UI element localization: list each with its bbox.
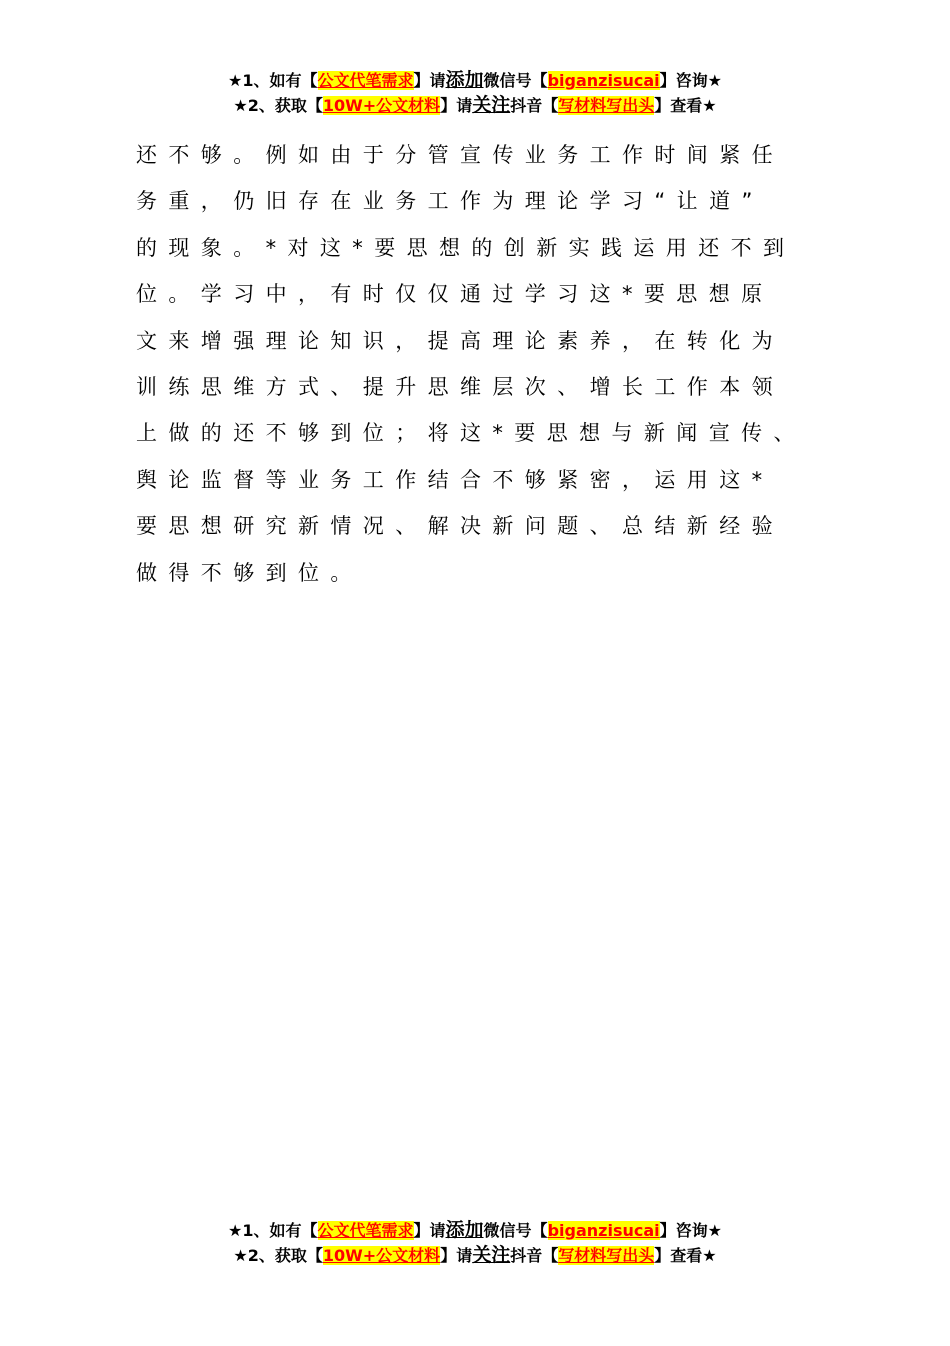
banner-emphasis: 添加 <box>445 1219 484 1241</box>
banner-text: 】咨询★ <box>659 1221 722 1240</box>
body-line: 上做的还不够到位；将这*要思想与新闻宣传、 <box>136 421 806 446</box>
banner-text: 微信号【 <box>483 71 548 90</box>
banner-highlight[interactable]: 10W+公文材料 <box>322 96 441 115</box>
body-line: 还不够。例如由于分管宣传业务工作时间紧任 <box>136 143 784 167</box>
banner-text: 】请 <box>440 1246 473 1265</box>
body-line: 训练思维方式、提升思维层次、增长工作本领 <box>136 374 784 399</box>
banner-line-1 <box>0 68 950 93</box>
body-line: 舆论监督等业务工作结合不够紧密，运用这* <box>136 467 774 492</box>
body-line: 务重，仍旧存在业务工作为理论学习“让道” <box>136 189 764 214</box>
document-body <box>136 132 856 596</box>
banner-text: 微信号【 <box>483 1221 548 1240</box>
header-banner <box>0 68 950 118</box>
banner-text: 抖音【 <box>510 96 559 115</box>
body-line: 位。学习中，有时仅仅通过学习这*要思想原 <box>136 282 774 307</box>
body-line: 要思想研究新情况、解决新问题、总结新经验 <box>136 514 784 539</box>
banner-text: ★1、如有【 <box>228 1221 318 1240</box>
body-line: 做得不够到位。 <box>136 560 363 585</box>
banner-highlight[interactable]: biganzisucai <box>547 1221 660 1240</box>
banner-highlight[interactable]: 写材料写出头 <box>558 1246 655 1265</box>
banner-text: 抖音【 <box>510 1246 559 1265</box>
banner-text: 】请 <box>413 1221 446 1240</box>
banner-text: 】请 <box>413 71 446 90</box>
banner-highlight[interactable]: 公文代笔需求 <box>317 71 414 90</box>
banner-highlight[interactable]: 公文代笔需求 <box>317 1221 414 1240</box>
banner-text: 】咨询★ <box>659 71 722 90</box>
banner-highlight[interactable]: 10W+公文材料 <box>322 1246 441 1265</box>
body-line: 文来增强理论知识，提高理论素养，在转化为 <box>136 328 784 353</box>
banner-text: 】查看★ <box>654 1246 717 1265</box>
banner-emphasis: 添加 <box>445 69 484 91</box>
banner-highlight[interactable]: biganzisucai <box>547 71 660 90</box>
body-line: 的现象。*对这*要思想的创新实践运用还不到 <box>136 235 796 260</box>
banner-text: ★2、获取【 <box>233 1246 323 1265</box>
banner-emphasis: 关注 <box>472 94 511 116</box>
footer-banner <box>0 1218 950 1268</box>
banner-highlight[interactable]: 写材料写出头 <box>558 96 655 115</box>
banner-text: ★1、如有【 <box>228 71 318 90</box>
banner-line-2 <box>0 93 950 118</box>
banner-line-1 <box>0 1218 950 1243</box>
banner-text: ★2、获取【 <box>233 96 323 115</box>
banner-text: 】查看★ <box>654 96 717 115</box>
banner-text: 】请 <box>440 96 473 115</box>
banner-emphasis: 关注 <box>472 1244 511 1266</box>
banner-line-2 <box>0 1243 950 1268</box>
